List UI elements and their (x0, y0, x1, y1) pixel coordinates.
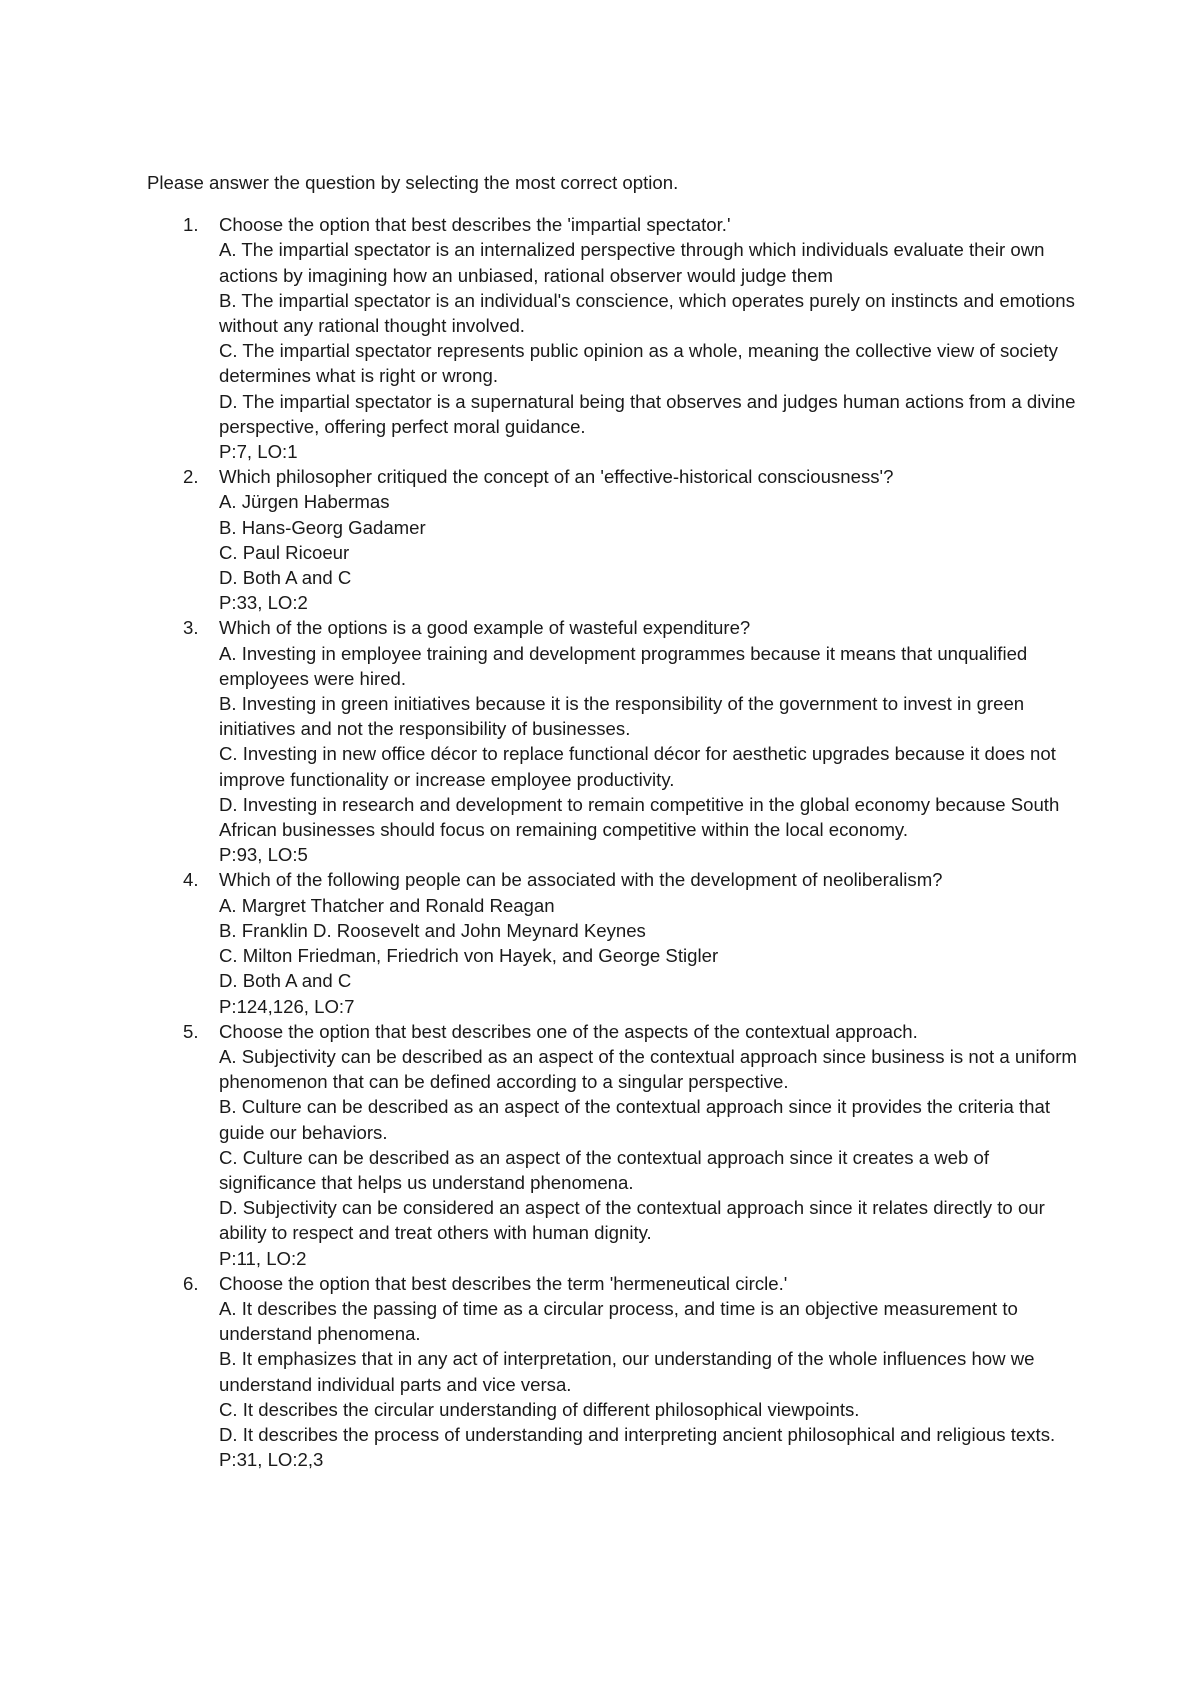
option-d: D. The impartial spectator is a supernatural being that observes and judges human actions from a divine perspective, offering perfect moral guidance. (219, 390, 1076, 437)
option-d: D. Both A and C (219, 567, 352, 589)
question-text: Choose the option that best describes the 'impartial spectator.' (219, 214, 731, 236)
question-1 (147, 212, 1087, 464)
question-6 (147, 1271, 1087, 1473)
option-c: C. Investing in new office décor to replace functional décor for aesthetic upgrades because it does not improve functionality or increase employee productivity. (219, 743, 1056, 790)
question-number: 4. (183, 869, 199, 891)
question-4 (147, 867, 1087, 1018)
question-text: Choose the option that best describes the term 'hermeneutical circle.' (219, 1272, 788, 1294)
instructions: Please answer the question by selecting the most correct option. (147, 172, 679, 193)
option-a: A. It describes the passing of time as a circular process, and time is an objective measurement to understand phenomena. (219, 1297, 1018, 1345)
option-b: B. Culture can be described as an aspect of the contextual approach since it provides the criteria that guide our behaviors. (219, 1096, 1050, 1143)
option-d: D. Investing in research and development to remain competitive in the global economy because South African businesses should focus on remaining competitive within the local economy. (219, 793, 1060, 841)
option-a: A. Margret Thatcher and Ronald Reagan (219, 894, 555, 916)
question-reference: P:31, LO:2,3 (219, 1449, 324, 1471)
option-c: C. Paul Ricoeur (219, 541, 350, 563)
option-b: B. It emphasizes that in any act of interpretation, our understanding of the whole influences how we understand individual parts and vice versa. (219, 1348, 1035, 1395)
question-reference: P:33, LO:2 (219, 592, 308, 614)
question-2 (147, 464, 1087, 615)
question-5 (147, 1019, 1087, 1271)
option-b: B. Hans-Georg Gadamer (219, 516, 426, 538)
question-list (147, 212, 1087, 1472)
option-d: D. It describes the process of understanding and interpreting ancient philosophical and religious texts. (219, 1423, 1056, 1445)
option-d: D. Both A and C (219, 970, 352, 992)
option-a: A. Subjectivity can be described as an aspect of the contextual approach since business is not a uniform phenomenon that can be defined according to a singular perspective. (219, 1045, 1077, 1093)
question-number: 3. (183, 617, 199, 639)
option-c: C. Culture can be described as an aspect of the contextual approach since it creates a web of significance that helps us understand phenomena. (219, 1146, 990, 1193)
question-reference: P:11, LO:2 (219, 1247, 307, 1269)
question-number: 6. (183, 1272, 199, 1294)
question-text: Choose the option that best describes one of the aspects of the contextual approach. (219, 1020, 918, 1042)
document-page (147, 170, 1087, 1472)
option-b: B. The impartial spectator is an individual's conscience, which operates purely on instincts and emotions without any rational thought involved. (219, 289, 1075, 337)
option-a: A. Jürgen Habermas (219, 491, 390, 513)
question-reference: P:7, LO:1 (219, 441, 298, 463)
option-c: C. It describes the circular understanding of different philosophical viewpoints. (219, 1398, 860, 1420)
question-text: Which of the following people can be associated with the development of neoliberalism? (219, 869, 943, 891)
option-c: C. Milton Friedman, Friedrich von Hayek, and George Stigler (219, 945, 719, 967)
option-d: D. Subjectivity can be considered an aspect of the contextual approach since it relates directly to our ability to respect and treat others with human dignity. (219, 1197, 1045, 1244)
option-b: B. Franklin D. Roosevelt and John Meynard Keynes (219, 919, 646, 941)
option-c: C. The impartial spectator represents public opinion as a whole, meaning the collective view of society determines what is right or wrong. (219, 340, 1058, 387)
question-number: 1. (183, 214, 199, 236)
question-reference: P:124,126, LO:7 (219, 995, 355, 1017)
question-text: Which of the options is a good example of wasteful expenditure? (219, 617, 751, 639)
option-a: A. The impartial spectator is an internalized perspective through which individuals evaluate their own actions by imagining how an unbiased, rational observer would judge them (219, 239, 1045, 286)
question-3 (147, 615, 1087, 867)
option-b: B. Investing in green initiatives because it is the responsibility of the government to invest in green initiatives and not the responsibility of businesses. (219, 693, 1025, 740)
question-number: 5. (183, 1020, 199, 1042)
question-reference: P:93, LO:5 (219, 844, 308, 866)
option-a: A. Investing in employee training and development programmes because it means that unqualified employees were hired. (219, 642, 1028, 689)
question-number: 2. (183, 466, 199, 488)
question-text: Which philosopher critiqued the concept of an 'effective-historical consciousness'? (219, 466, 894, 488)
